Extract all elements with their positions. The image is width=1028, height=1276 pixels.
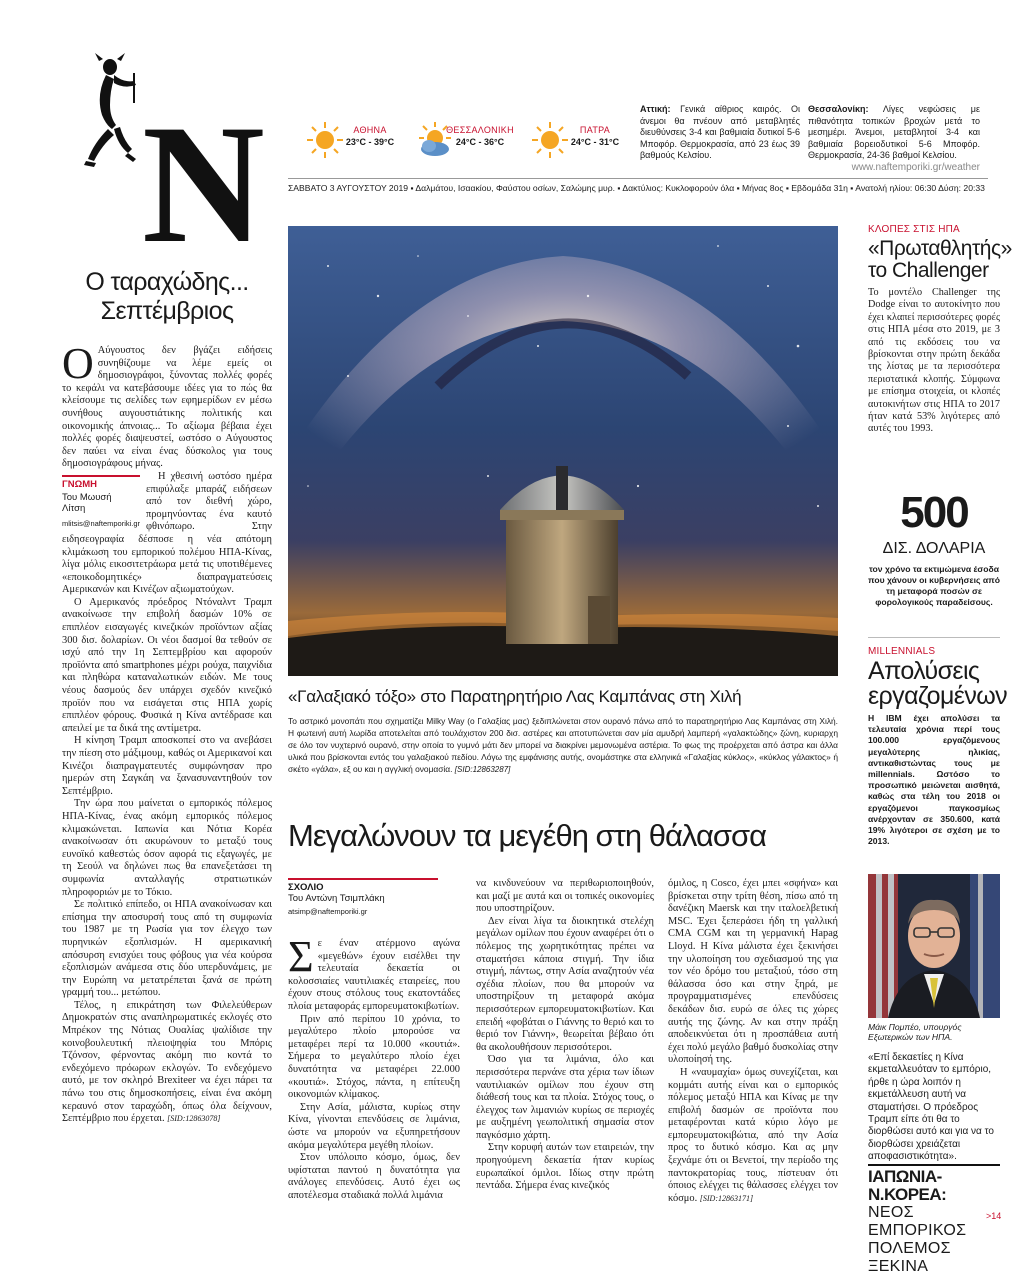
- main-article-column-1: Σε έναν ατέρμονο αγώνα «μεγεθών» έχουν εισέλθει την τελευταία δεκαετία οι κολοσσιαίες ναυτιλιακές εταιρείες, που έχουν στους στόλους τους εκατοντάδες πλοία μεταφοράς εμπορευματοκιβωτίων. Πριν από περίπου 10 χρόνια, το μεγαλύτερο πλοίο μπορούσε να μεταφέρει περί τα 10.000 «κουτιά». Σήμερα το μεγαλύτερο πλοίο έχει δυνατότητα να μεταφέρει 22.000 «κουτιά». Στόχος, πάντα, η επίτευξη οικονομιών κλίμακος. Στην Ασία, μάλιστα, κυρίως στην Κίνα, γίνονται επενδύσεις σε λιμάνια, ώστε να μπορούν να εξυπηρετήσουν ακόμα μεγαλύτερα μεγέθη πλοίων. Στον υπόλοιπο κόσμο, όμως, δεν υφίσταται παντού η δυνατότητα για ανάλογες επενδύσεις. Αυτό έχει ως αποτέλεσμα σταδιακά πολλά λιμάνια: [288, 932, 460, 1201]
- big-number-text: τον χρόνο τα εκτιμώμενα έσοδα που χάνουν οι κυβερνήσεις από τη μεταφορά ποσών σε φορολογικούς παραδείσους.: [868, 564, 1000, 607]
- left-article-title: Ο ταραχώδης... Σεπτέμβριος: [85, 268, 249, 325]
- big-number-unit: ΔΙΣ. ΔΟΛΑΡΙΑ: [882, 540, 986, 557]
- photo-caption-body: Το αστρικό μονοπάτι που σχηματίζει Milky Way (ο Γαλαξίας μας) ξεδιπλώνεται στον ουρανό πάνω από το παρατηρητήριο Λας Καμπάνας στη Χιλή. Η φωτεινή αυτή λωρίδα αποτελείται από τουλάχιστον 200 δισ. αστέρες και αποτυπώνεται σαν μία αμυδρή λαμπερή «γαλακτώδης» ζώνη, κυριαρχη σε όλο τον νυχτερινό ουρανό, στην οποία το γυμνό μάτι δεν μπορεί να διακρίνει μεμονωμένα αστέρια. Το φως της προέρχεται από άστρα και άλλα υλικά που βρίσκονται εντός του γαλαξιακού πεδίου. Λόγω της εμφάνισης αυτής, ονομάστηκε στα ελληνικά «Γαλαξίας κύκλος», «κύκλος γάλακτος» ή σκέτο «γάλα», εξ ου και η αγγλική ονομασία. [SID:12863287]: [288, 716, 838, 774]
- author-email[interactable]: mlitsis@naftemporiki.gr: [62, 518, 141, 528]
- sidebar-challenger: ΚΛΟΠΕΣ ΣΤΙΣ ΗΠΑ «Πρωταθλητής» το Challenger Το μοντέλο Challenger της Dodge είναι το αυτοκίνητο που έχει κλαπεί περισσότερες φορές στις ΗΠΑ μέσα στο 2019, με 3 από τις εκδόσεις του να βρίσκονται στην πρώτη δεκάδα της λίστας με τα περισσότερα περιστατικά κλοπής. Σύμφωνα με επίσημα στοιχεία, οι κλοπές αυτοκινήτων στις ΗΠΑ το 2017 ήταν κατά 53% λιγότερες από αυτές του 1993.: [868, 224, 1012, 435]
- big-number: 500: [900, 488, 968, 537]
- observatory-photo: [288, 226, 838, 676]
- dropcap: Σ: [288, 932, 314, 981]
- pompeo-portrait: [868, 874, 1000, 1018]
- sidebar-title-challenger: «Πρωταθλητής» το Challenger: [868, 237, 1012, 282]
- weather-patra: ΠΑΤΡΑ 24°C - 31°C: [570, 125, 620, 147]
- dropcap: Ο: [62, 339, 94, 388]
- photo-caption-title: «Γαλαξιακό τόξο» στο Παρατηρητήριο Λας Καμπάνας στη Χιλή: [288, 687, 742, 706]
- masthead-logo: [78, 45, 265, 278]
- main-article-column-3: όμιλος, η Cosco, έχει μπει «σφήνα» και βρίσκεται στην τρίτη θέση, πίσω από τη δανέζικη Maersk και την ιταλοελβετική MSC. Έχει ξεπεράσει ήδη τη γαλλική CMA CGM και τη γερμανική Hapag Lloyd. Η Κίνα μάλιστα έχει ξεκινήσει την υλοποίηση του σχεδιασμού της για τον νέο δρόμο του μεταξιού, τόσο στη θάλασσα όσο και στην ξηρά, με προγραμματισμένες επενδύσεις δεκάδων δισ. ευρώ σε όλες τις χώρες αυτής της ζώνης. Αν και στην πράξη αποδεικνύεται ότι η προσπάθεια αυτή έχει πολύ μεγάλο βαθμό δυσκολίας στην υλοποίησή της. Η «ναυμαχία» όμως συνεχίζεται, και κομμάτι αυτής είναι και ο εμπορικός πόλεμος μεταξύ ΗΠΑ και Κίνας με την επιβολή δασμών σε προϊόντα που μεταφέρονται κατά κύριο λόγο με εμπορευματοκιβώτια, από την Ασία προς το δυτικό κόσμο. Και ας μην ξεχνάμε ότι οι Βενετοί, την περίοδο της παντοκρατορίας τους, πίστευαν ότι όποιος ελέγχει τις θάλασσες ελέγχει τον κόσμο. [SID:12863171]: [668, 878, 838, 1204]
- milky-way-image: [288, 226, 838, 676]
- weather-athens: ΑΘΗΝΑ 23°C - 39°C: [345, 125, 395, 147]
- weather-link[interactable]: www.naftemporiki.gr/weather: [851, 162, 980, 173]
- forecast-attica: Αττική: Γενικά αίθριος καιρός. Οι άνεμοι θα πνέουν από μεταβλητές διευθύνσεις 3-4 και βαθμιαία δυτικοί 5-6 Μποφόρ. Θερμοκρασία, από 23 έως 39 βαθμούς Κελσίου.: [640, 104, 800, 160]
- main-article-column-2: να κινδυνεύουν να περιθωριοποιηθούν, και μαζί με αυτά και οι τοπικές οικονομίες που υποστηρίζουν. Δεν είναι λίγα τα διοικητικά στελέχη μεγάλων ομίλων που έχουν αναφέρει ότι ο πόλεμος της χωρητικότητας πρέπει να σταματήσει κάποια στιγμή. Την ίδια στιγμή, πάντως, στην Ασία αναζητούν νέα σχέδια πλοίων, που θα μπορούν να υποστηρίξουν τη μεταφορά ακόμα περισσότερων εμπορευματοκιβωτίων. Και επειδή «φοβάται ο Γιάννης το θεριό και το θεριό τον Γιάννη», θεωρείται βέβαιο ότι θα ακολουθήσουν περισσότεροι. Όσο για τα λιμάνια, όλο και περισσότερα περνάνε στα χέρια των ίδιων ναυτιλιακών ομίλων που έχουν στη διάθεσή τους και τα πλοία. Στόχος τους, ο έλεγχος των λιμανιών κυρίως σε περιοχές με αυξημένη γεωπολιτική σημασία στον παγκόσμιο χάρτη. Στην κορυφή αυτών των εταιρειών, την προηγούμενη δεκαετία ήταν κυρίως ευρωπαϊκοί όμιλοι. Ιδίως στην πρώτη πεντάδα. Σήμερα ένας κινεζικός: [476, 878, 654, 1192]
- author-email[interactable]: atsimp@naftemporiki.gr: [288, 907, 368, 916]
- opinion-byline: ΓΝΩΜΗ Του Μωυσή Λίτση mlitsis@naftemporiki.gr: [62, 475, 140, 530]
- sidebar-millennials: MILLENNIALS Απολύσεις εργαζομένων Η IBM έχει απολύσει τα τελευταία χρόνια περί τους 100.000 εργαζόμενους μεγαλύτερης ηλικίας, αντικαθιστώντας τους με millennials. Ωστόσο το προσωπικό μειώνεται αισθητά, καθώς στα τέλη του 2018 οι εργαζόμενοι παγκοσμίως ανέρχονταν σε 350.600, κατά 19% λιγότεροι σε σχέση με το 2013.: [868, 646, 1008, 847]
- sidebar-divider: [868, 637, 1000, 638]
- comment-byline: ΣΧΟΛΙΟ Του Αντώνη Τσιμπλάκη atsimp@naftemporiki.gr: [288, 878, 438, 916]
- main-article-title: Μεγαλώνουν τα μεγέθη στη θάλασσα: [288, 818, 767, 853]
- portrait-image: [868, 874, 1000, 1018]
- forecast-thessaloniki: Θεσσαλονίκη: Λίγες νεφώσεις με πιθανότητα τοπικών βροχών μετά το μεσημέρι. Άνεμοι, μεταβλητοί 3-4 και βαθμιαία βορειοδυτικοί 5-6 Μποφόρ. Θερμοκρασία, 24-36 βαθμοί Κελσίου.: [808, 104, 980, 160]
- sidebar-title-layoffs: Απολύσεις εργαζομένων: [868, 657, 1008, 710]
- page-reference-link[interactable]: >14: [986, 1211, 1002, 1221]
- portrait-caption: Μάικ Πομπέο, υπουργός Εξωτερικών των ΗΠΑ.: [868, 1022, 962, 1042]
- logo-letter: N: [142, 90, 265, 278]
- teaser-japan-korea[interactable]: ΙΑΠΩΝΙΑ-Ν.ΚΟΡΕΑ: ΝΕΟΣ ΕΜΠΟΡΙΚΟΣ ΠΟΛΕΜΟΣ ΞΕΚΙΝΑ: [868, 1164, 1000, 1276]
- hermes-logo-icon: [78, 45, 265, 278]
- left-article-body: Ο Αύγουστος δεν βγάζει ειδήσεις συνηθίζουμε να λέμε εμείς οι δημοσιογράφοι, ξύνοντας πολλές φορές το κεφάλι να κατεβάσουμε ιδέες για το πώς θα κλείσουμε τις σελίδες των εφημερίδων εν μέσω συνήθους αυγουστιάτικης πολιτικής και οικονομικής άπνοιας... Το αξίωμα βέβαια έχει πολλές φορές διαψευστεί, ωστόσο ο Αύγουστος δεν παύει να είναι ένας δύσκολος για τους δημοσιογράφους μήνας. ΓΝΩΜΗ Του Μωυσή Λίτση mlitsis@naftemporiki.gr Η χθεσινή ωστόσο ημέρα επιφύλαξε μπαράζ ειδήσεων από τον διεθνή χώρο, προμηνύοντας ένα καυτό φθινόπωρο. Στην ειδησεογραφία δέσποσε η νέα απότομη κλιμάκωση του εμπορικού πολέμου ΗΠΑ-Κίνας, λίγα μόλις εικοσιτετράωρα μετά τις υποτιθέμενες «εποικοδομητικές» διαπραγματεύσεις Αμερικανών και Κινέζων αξιωματούχων. Ο Αμερικανός πρόεδρος Ντόναλντ Τραμπ ανακοίνωσε την επιβολή δασμών 10% σε επιπλέον εισαγωγές κινεζικών προϊόντων αξίας 300 δισ. δολαρίων. Οι νέοι δασμοί θα τεθούν σε ισχύ από την 1η Σεπτεμβρίου και αφορούν προϊόντα από smartphones μέχρι ρούχα, παιχνίδια και πληθώρα καταναλωτικών ειδών. Με τους νέους δασμούς δεν υπάρχει σχεδόν κινεζικό προϊόν που να εισάγεται στις ΗΠΑ χωρίς επιπλέον φόρους. Φυσικά η Κίνα αντέδρασε και απειλεί με τα δικά της αντίμετρα. Η κίνηση Τραμπ αποσκοπεί στο να ανεβάσει την πίεση στο μάξιμουμ, καθώς οι Αμερικανοί και Κινέζοι διαπραγματευτές συμφώνησαν προ ημερών στη Σαγκάη να ξανασυναντηθούν τον Σεπτέμβριο. Την ώρα που μαίνεται ο εμπορικός πόλεμος ΗΠΑ-Κίνας, ένας ακόμη εμπορικός πόλεμος κλιμακώνεται. Ιαπωνία και Νότια Κορέα ανακοίνωσαν ότι ακυρώνουν το μεταξύ τους ευνοϊκό καθεστώς όσον αφορά τις εξαγωγές, με τη Σεούλ να δηλώνει πως θα επανεξετάσει τη συμφωνία ανταλλαγής στρατιωτικών πληροφοριών με το Τόκιο. Σε πολιτικό επίπεδο, οι ΗΠΑ ανακοίνωσαν και επίσημα την αποσυρσή τους από τη συμφωνία του 1987 με τη Ρωσία για τον έλεγχο των πυρηνικών εξοπλισμών. Η αμερικανική απόσυρση ενισχύει τους φόβους για νέα κούρσα εξοπλισμών ανάμεσα στις δύο υπερδυνάμεις, με την Ευρώπη να μετατρέπεται ξανά σε πρώτη γραμμή του... μετώπου. Τέλος, η επικράτηση των Φιλελεύθερων Δημοκρατών στις αναπληρωματικές εκλογές στο Μπρέκον της Νότιας Ουαλίας ψαλίδισε την κοινοβουλευτική πλειοψηφία του Μπόρις Τζόνσον, φέρνοντας ακόμη πιο κοντά το ενδεχόμενο πρόωρων εκλογών. Το ενδεχόμενο αυτό, με τον σκληρό Brexiteer να έχει πάρει τα πάνω του στις δημοσκοπήσεις, είναι ένα ακόμη κεραυνό στον ταραχώδη, όπως όλα δείχνουν, Σεπτέμβριο που έρχεται. [SID:12863078]: [62, 339, 272, 1125]
- pompeo-quote: «Επί δεκαετίες η Κίνα εκμεταλλευόταν το εμπόριο, ήρθε η ώρα λοιπόν η εκμετάλλευση αυτή να σταματήσει. Ο πρόεδρος Τραμπ είπε ότι θα το διορθώσει αυτό και για να το διορθώσει χρειάζεται αποφασιστικότητα».: [868, 1052, 994, 1163]
- dateline: ΣΑΒΒΑΤΟ 3 ΑΥΓΟΥΣΤΟΥ 2019 ▪ Δαλμάτου, Ισαακίου, Φαύστου οσίων, Σαλώμης μυρ. ▪ Δακτύλιος: Κυκλοφορούν όλα ▪ Μήνας 8ος ▪ Εβδομάδα 31η ▪ Ανατολή ηλίου: 06:30 Δύση: 20:33: [288, 178, 988, 193]
- weather-thessaloniki: ΘΕΣΣΑΛΟΝΙΚΗ 24°C - 36°C: [446, 125, 514, 147]
